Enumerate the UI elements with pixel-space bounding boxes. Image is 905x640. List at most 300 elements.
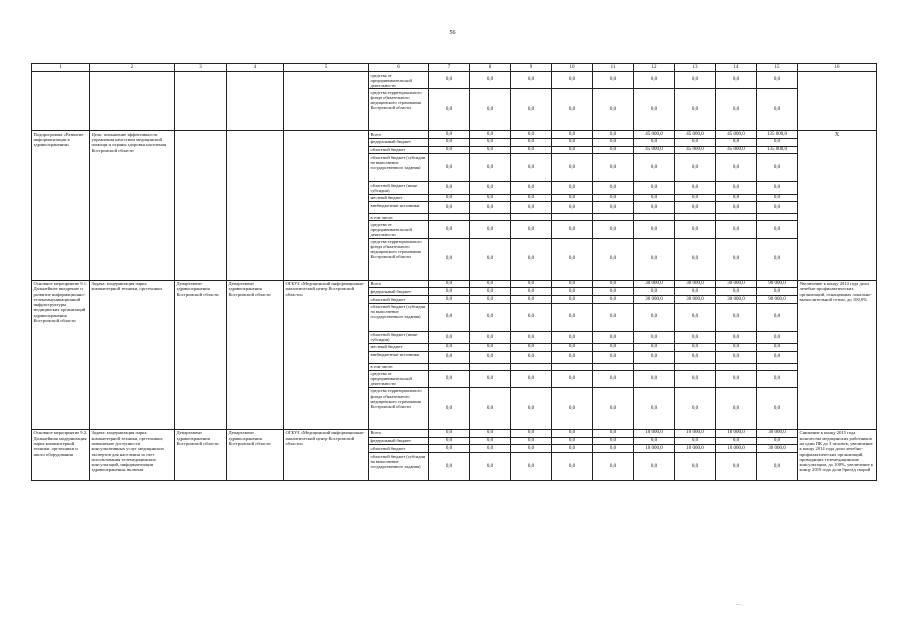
amount-cell: 0,0	[675, 238, 716, 280]
column-number: 7	[429, 64, 470, 72]
amount-cell: 0,0	[634, 72, 675, 89]
amount-cell: 0,0	[429, 194, 470, 202]
amount-cell: 0,0	[470, 182, 511, 194]
amount-cell: 0,0	[675, 331, 716, 343]
cell-col2: Задача: модернизация парка компьютерной техники, оргтехники	[90, 280, 175, 429]
column-number: 11	[593, 64, 634, 72]
amount-cell	[470, 214, 511, 221]
amount-cell: 45 000,0	[634, 131, 675, 139]
funding-source-cell: средства территориального фонда обязательного медицинского страхования Костромской области	[369, 387, 429, 429]
table-row	[32, 131, 877, 139]
amount-cell: 0,0	[429, 387, 470, 429]
amount-cell: 0,0	[470, 131, 511, 139]
amount-cell: 0,0	[593, 131, 634, 139]
cell-col2: Задача: модернизация парка компьютерной техники, оргтехники; повышение доступности консультативных услуг медицинских экспертов для населения за счет использования телемедицинских консультаций, информатизации здравоохранения, включая	[90, 429, 175, 480]
amount-cell	[429, 214, 470, 221]
amount-cell: 0,0	[429, 182, 470, 194]
amount-cell: 0,0	[675, 182, 716, 194]
amount-cell: 10 000,0	[675, 445, 716, 453]
amount-cell: 0,0	[675, 343, 716, 351]
cell-col3	[175, 131, 227, 280]
cell-col1: Подпрограмма «Развитие информатизации в здравоохранении»	[32, 131, 90, 280]
amount-cell: 0,0	[429, 202, 470, 214]
amount-cell: 0,0	[429, 429, 470, 437]
amount-cell: 0,0	[757, 138, 798, 146]
amount-cell: 30 000,0	[634, 280, 675, 288]
column-number: 6	[369, 64, 429, 72]
amount-cell: 0,0	[470, 89, 511, 131]
amount-cell: 0,0	[634, 221, 675, 238]
amount-cell: 0,0	[757, 331, 798, 343]
amount-cell: 0,0	[675, 288, 716, 296]
funding-source-cell: средства территориального фонда обязательного медицинского страхования Костромской области	[369, 238, 429, 280]
amount-cell: 0,0	[593, 138, 634, 146]
funding-source-cell: внебюджетные источники	[369, 202, 429, 214]
amount-cell: 0,0	[593, 72, 634, 89]
amount-cell: 0,0	[716, 453, 757, 481]
amount-cell: 30 000,0	[716, 280, 757, 288]
amount-cell: 0,0	[716, 89, 757, 131]
amount-cell	[470, 363, 511, 370]
amount-cell: 0,0	[675, 221, 716, 238]
amount-cell: 0,0	[511, 296, 552, 304]
amount-cell: 0,0	[470, 221, 511, 238]
amount-cell: 0,0	[675, 387, 716, 429]
amount-cell	[552, 214, 593, 221]
column-number: 8	[470, 64, 511, 72]
amount-cell: 0,0	[716, 182, 757, 194]
amount-cell: 0,0	[634, 370, 675, 387]
amount-cell: 0,0	[757, 154, 798, 182]
amount-cell: 0,0	[511, 445, 552, 453]
amount-cell	[675, 363, 716, 370]
amount-cell: 0,0	[716, 387, 757, 429]
funding-source-cell: Всего	[369, 131, 429, 139]
funding-source-cell: областной бюджет	[369, 146, 429, 154]
amount-cell: 0,0	[429, 72, 470, 89]
amount-cell: 0,0	[429, 331, 470, 343]
amount-cell: 0,0	[716, 343, 757, 351]
amount-cell: 0,0	[511, 194, 552, 202]
amount-cell: 0,0	[552, 303, 593, 331]
amount-cell: 0,0	[552, 194, 593, 202]
amount-cell: 0,0	[429, 351, 470, 363]
amount-cell	[593, 214, 634, 221]
amount-cell: 0,0	[634, 331, 675, 343]
amount-cell: 0,0	[634, 351, 675, 363]
amount-cell: 0,0	[634, 343, 675, 351]
amount-cell: 0,0	[511, 288, 552, 296]
amount-cell: 0,0	[716, 194, 757, 202]
amount-cell: 0,0	[470, 343, 511, 351]
amount-cell: 0,0	[552, 288, 593, 296]
amount-cell: 0,0	[675, 202, 716, 214]
amount-cell: 0,0	[634, 238, 675, 280]
funding-source-cell: в том числе:	[369, 214, 429, 221]
funding-source-cell: областной бюджет	[369, 445, 429, 453]
column-number: 12	[634, 64, 675, 72]
amount-cell: 0,0	[593, 387, 634, 429]
amount-cell: 0,0	[552, 296, 593, 304]
amount-cell: 0,0	[470, 194, 511, 202]
amount-cell: 30 000,0	[757, 445, 798, 453]
amount-cell: 0,0	[470, 370, 511, 387]
amount-cell: 0,0	[716, 202, 757, 214]
amount-cell: 0,0	[470, 72, 511, 89]
cell-col3: Департамент здравоохранения Костромской области	[175, 280, 227, 429]
amount-cell: 0,0	[511, 370, 552, 387]
amount-cell: 0,0	[593, 331, 634, 343]
amount-cell: 0,0	[634, 453, 675, 481]
column-number: 10	[552, 64, 593, 72]
amount-cell: 0,0	[593, 343, 634, 351]
amount-cell: 0,0	[511, 303, 552, 331]
amount-cell: 0,0	[634, 89, 675, 131]
amount-cell: 0,0	[511, 202, 552, 214]
amount-cell: 0,0	[552, 89, 593, 131]
amount-cell: 0,0	[470, 437, 511, 445]
cell-col5: ОГБУЗ «Медицинский информационно-аналитический центр Костромской области»	[284, 280, 369, 429]
amount-cell: 0,0	[757, 194, 798, 202]
scan-mark: — .	[736, 603, 744, 608]
amount-cell: 0,0	[552, 131, 593, 139]
amount-cell: 0,0	[511, 182, 552, 194]
program-funding-table	[31, 63, 877, 481]
column-number: 3	[175, 64, 227, 72]
amount-cell: 0,0	[511, 429, 552, 437]
amount-cell: 0,0	[716, 288, 757, 296]
amount-cell: 0,0	[757, 453, 798, 481]
expected-result-cell: Увеличение к концу 2014 года доли лечебно-профилактических организаций, оснащенных локально-вычислительной сетью, до 100,0%	[798, 280, 877, 429]
amount-cell: 0,0	[552, 72, 593, 89]
cell-col4: Департамент здравоохранения Костромской области	[227, 429, 284, 480]
amount-cell	[675, 214, 716, 221]
cell-col2	[90, 72, 175, 131]
amount-cell: 0,0	[593, 453, 634, 481]
amount-cell: 10 000,0	[716, 445, 757, 453]
amount-cell: 0,0	[470, 154, 511, 182]
amount-cell: 0,0	[552, 138, 593, 146]
amount-cell: 0,0	[511, 437, 552, 445]
amount-cell: 0,0	[552, 221, 593, 238]
table-row	[32, 429, 877, 437]
amount-cell: 0,0	[716, 138, 757, 146]
amount-cell: 0,0	[470, 387, 511, 429]
funding-source-cell: средства от предпринимательской деятельности	[369, 221, 429, 238]
amount-cell: 45 000,0	[675, 146, 716, 154]
amount-cell: 45 000,0	[716, 146, 757, 154]
amount-cell: 0,0	[634, 303, 675, 331]
amount-cell: 0,0	[511, 146, 552, 154]
expected-result-cell: Х	[798, 131, 877, 280]
amount-cell: 0,0	[675, 72, 716, 89]
amount-cell: 0,0	[634, 194, 675, 202]
amount-cell: 0,0	[552, 370, 593, 387]
amount-cell: 0,0	[675, 453, 716, 481]
amount-cell: 0,0	[429, 154, 470, 182]
funding-source-cell: областной бюджет (субсидии на выполнение государственного задания)	[369, 154, 429, 182]
amount-cell: 0,0	[716, 221, 757, 238]
funding-source-cell: федеральный бюджет	[369, 138, 429, 146]
funding-source-cell: внебюджетные источники	[369, 351, 429, 363]
amount-cell: 0,0	[593, 296, 634, 304]
amount-cell: 0,0	[552, 429, 593, 437]
column-number: 9	[511, 64, 552, 72]
amount-cell: 0,0	[716, 238, 757, 280]
amount-cell: 0,0	[593, 154, 634, 182]
amount-cell: 0,0	[511, 343, 552, 351]
amount-cell: 0,0	[675, 194, 716, 202]
funding-source-cell: средства территориального фонда обязательного медицинского страхования Костромской области	[369, 89, 429, 131]
amount-cell: 0,0	[593, 182, 634, 194]
amount-cell: 0,0	[552, 154, 593, 182]
amount-cell: 0,0	[429, 453, 470, 481]
amount-cell: 0,0	[634, 288, 675, 296]
amount-cell: 0,0	[511, 331, 552, 343]
amount-cell: 0,0	[593, 194, 634, 202]
amount-cell: 0,0	[675, 437, 716, 445]
amount-cell: 90 000,0	[757, 296, 798, 304]
cell-col5	[284, 72, 369, 131]
amount-cell	[593, 363, 634, 370]
amount-cell: 30 000,0	[634, 296, 675, 304]
amount-cell	[634, 363, 675, 370]
amount-cell: 0,0	[593, 280, 634, 288]
amount-cell: 10 000,0	[634, 445, 675, 453]
funding-source-cell: областной бюджет (иные субсидии)	[369, 182, 429, 194]
funding-source-cell: областной бюджет (субсидии на выполнение государственного задания)	[369, 303, 429, 331]
funding-source-cell: Всего	[369, 280, 429, 288]
amount-cell: 0,0	[634, 154, 675, 182]
amount-cell: 90 000,0	[757, 280, 798, 288]
column-number: 1	[32, 64, 90, 72]
amount-cell: 0,0	[552, 351, 593, 363]
amount-cell	[716, 363, 757, 370]
amount-cell: 0,0	[757, 387, 798, 429]
amount-cell: 0,0	[511, 72, 552, 89]
amount-cell: 0,0	[757, 202, 798, 214]
cell-col5	[284, 131, 369, 280]
amount-cell: 10 000,0	[634, 429, 675, 437]
amount-cell	[511, 214, 552, 221]
amount-cell: 0,0	[716, 154, 757, 182]
amount-cell: 0,0	[470, 146, 511, 154]
amount-cell: 0,0	[593, 288, 634, 296]
column-number: 14	[716, 64, 757, 72]
amount-cell: 135 000,0	[757, 146, 798, 154]
amount-cell: 0,0	[470, 429, 511, 437]
amount-cell: 0,0	[675, 138, 716, 146]
amount-cell: 0,0	[675, 370, 716, 387]
amount-cell: 0,0	[757, 221, 798, 238]
amount-cell	[429, 363, 470, 370]
cell-col1	[32, 72, 90, 131]
column-number: 2	[90, 64, 175, 72]
amount-cell: 0,0	[511, 387, 552, 429]
amount-cell: 135 000,0	[757, 131, 798, 139]
amount-cell: 45 000,0	[634, 146, 675, 154]
amount-cell: 0,0	[511, 280, 552, 288]
amount-cell: 0,0	[757, 182, 798, 194]
amount-cell: 0,0	[593, 238, 634, 280]
amount-cell: 0,0	[470, 238, 511, 280]
amount-cell: 0,0	[757, 238, 798, 280]
amount-cell	[552, 363, 593, 370]
amount-cell: 0,0	[429, 221, 470, 238]
amount-cell	[511, 363, 552, 370]
amount-cell: 0,0	[511, 351, 552, 363]
amount-cell: 45 000,0	[675, 131, 716, 139]
cell-col1: Основное мероприятие 9.1. Дальнейшее внедрение и развитие информационно-телекоммуникационной инфраструктуры медицинских организаций здравоохранения Костромской области	[32, 280, 90, 429]
amount-cell: 0,0	[552, 238, 593, 280]
amount-cell: 0,0	[429, 343, 470, 351]
amount-cell: 30 000,0	[675, 280, 716, 288]
amount-cell: 10 000,0	[675, 429, 716, 437]
amount-cell: 0,0	[470, 331, 511, 343]
amount-cell: 0,0	[429, 288, 470, 296]
amount-cell: 0,0	[429, 437, 470, 445]
amount-cell: 0,0	[757, 437, 798, 445]
column-number: 5	[284, 64, 369, 72]
amount-cell: 0,0	[716, 303, 757, 331]
amount-cell: 0,0	[511, 238, 552, 280]
amount-cell: 0,0	[429, 146, 470, 154]
cell-col3	[175, 72, 227, 131]
amount-cell: 0,0	[470, 351, 511, 363]
cell-col2: Цель: повышение эффективности управления качеством медицинской помощи и охраны здоровья населения Костромской области	[90, 131, 175, 280]
amount-cell: 0,0	[675, 89, 716, 131]
funding-source-cell: местный бюджет	[369, 343, 429, 351]
amount-cell: 0,0	[429, 89, 470, 131]
amount-cell: 0,0	[757, 72, 798, 89]
amount-cell: 0,0	[429, 445, 470, 453]
amount-cell: 45 000,0	[716, 131, 757, 139]
amount-cell: 0,0	[511, 221, 552, 238]
funding-source-cell: областной бюджет	[369, 296, 429, 304]
amount-cell: 30 000,0	[757, 429, 798, 437]
funding-source-cell: областной бюджет (иные субсидии)	[369, 331, 429, 343]
amount-cell: 0,0	[593, 146, 634, 154]
funding-source-cell: федеральный бюджет	[369, 437, 429, 445]
column-number: 16	[798, 64, 877, 72]
amount-cell: 0,0	[552, 331, 593, 343]
amount-cell: 0,0	[757, 351, 798, 363]
amount-cell	[757, 214, 798, 221]
amount-cell: 0,0	[429, 370, 470, 387]
column-number: 15	[757, 64, 798, 72]
amount-cell: 0,0	[552, 453, 593, 481]
amount-cell: 0,0	[593, 303, 634, 331]
amount-cell: 0,0	[511, 131, 552, 139]
amount-cell: 0,0	[552, 387, 593, 429]
amount-cell: 0,0	[593, 429, 634, 437]
cell-col4	[227, 131, 284, 280]
amount-cell: 0,0	[593, 370, 634, 387]
amount-cell: 0,0	[757, 303, 798, 331]
funding-source-cell: федеральный бюджет	[369, 288, 429, 296]
cell-col1: Основное мероприятие 9.2. Дальнейшая модернизация парка компьютерной техники, оргтехники и иного оборудования	[32, 429, 90, 480]
amount-cell: 0,0	[511, 453, 552, 481]
amount-cell: 0,0	[470, 453, 511, 481]
amount-cell: 0,0	[552, 437, 593, 445]
cell-col3: Департамент здравоохранения Костромской области	[175, 429, 227, 480]
amount-cell: 0,0	[429, 238, 470, 280]
amount-cell	[634, 214, 675, 221]
amount-cell: 0,0	[593, 351, 634, 363]
amount-cell: 0,0	[634, 138, 675, 146]
amount-cell: 0,0	[552, 146, 593, 154]
amount-cell: 0,0	[552, 445, 593, 453]
amount-cell: 0,0	[552, 202, 593, 214]
table-row	[32, 280, 877, 288]
amount-cell: 0,0	[470, 296, 511, 304]
amount-cell: 0,0	[757, 343, 798, 351]
amount-cell: 0,0	[470, 303, 511, 331]
amount-cell: 0,0	[511, 154, 552, 182]
amount-cell: 0,0	[552, 182, 593, 194]
amount-cell: 0,0	[429, 296, 470, 304]
amount-cell: 0,0	[634, 202, 675, 214]
cell-col4	[227, 72, 284, 131]
amount-cell: 0,0	[470, 288, 511, 296]
amount-cell: 0,0	[429, 303, 470, 331]
funding-source-cell: средства от предпринимательской деятельности	[369, 370, 429, 387]
amount-cell	[757, 363, 798, 370]
amount-cell: 0,0	[470, 138, 511, 146]
page-number: 56	[449, 30, 456, 36]
expected-result-cell: Снижение к концу 2015 года количества медицинских работников на один ПК до 3 человек, увеличение к концу 2014 года доли лечебно-профилактических организаций, проводящих телемедицинские консультации, до 100%, увеличение к концу 2019 года доли бригад скорой	[798, 429, 877, 480]
amount-cell: 0,0	[470, 445, 511, 453]
funding-source-cell: в том числе:	[369, 363, 429, 370]
amount-cell: 0,0	[716, 331, 757, 343]
amount-cell: 0,0	[470, 280, 511, 288]
amount-cell: 30 000,0	[716, 296, 757, 304]
expected-result-cell	[798, 72, 877, 131]
column-number: 13	[675, 64, 716, 72]
amount-cell: 0,0	[552, 343, 593, 351]
amount-cell: 0,0	[429, 138, 470, 146]
amount-cell: 0,0	[511, 138, 552, 146]
amount-cell: 0,0	[757, 89, 798, 131]
column-number: 4	[227, 64, 284, 72]
table-row	[32, 72, 877, 89]
amount-cell: 0,0	[593, 202, 634, 214]
amount-cell: 0,0	[470, 202, 511, 214]
amount-cell: 0,0	[429, 280, 470, 288]
amount-cell: 0,0	[593, 445, 634, 453]
funding-source-cell: Всего	[369, 429, 429, 437]
amount-cell: 30 000,0	[675, 296, 716, 304]
amount-cell: 0,0	[716, 370, 757, 387]
amount-cell: 0,0	[675, 351, 716, 363]
cell-col4: Департамент здравоохранения Костромской области	[227, 280, 284, 429]
funding-source-cell: средства от предпринимательской деятельности	[369, 72, 429, 89]
funding-source-cell: местный бюджет	[369, 194, 429, 202]
amount-cell	[716, 214, 757, 221]
amount-cell: 0,0	[716, 437, 757, 445]
column-number-row	[32, 64, 877, 72]
funding-source-cell: областной бюджет (субсидии на выполнение государственного задания)	[369, 453, 429, 481]
amount-cell: 0,0	[634, 437, 675, 445]
amount-cell: 0,0	[552, 280, 593, 288]
amount-cell: 10 000,0	[716, 429, 757, 437]
amount-cell: 0,0	[716, 72, 757, 89]
amount-cell: 0,0	[429, 131, 470, 139]
cell-col5: ОГБУЗ «Медицинский информационно-аналитический центр Костромской области»	[284, 429, 369, 480]
amount-cell: 0,0	[593, 437, 634, 445]
amount-cell: 0,0	[675, 154, 716, 182]
amount-cell: 0,0	[634, 387, 675, 429]
